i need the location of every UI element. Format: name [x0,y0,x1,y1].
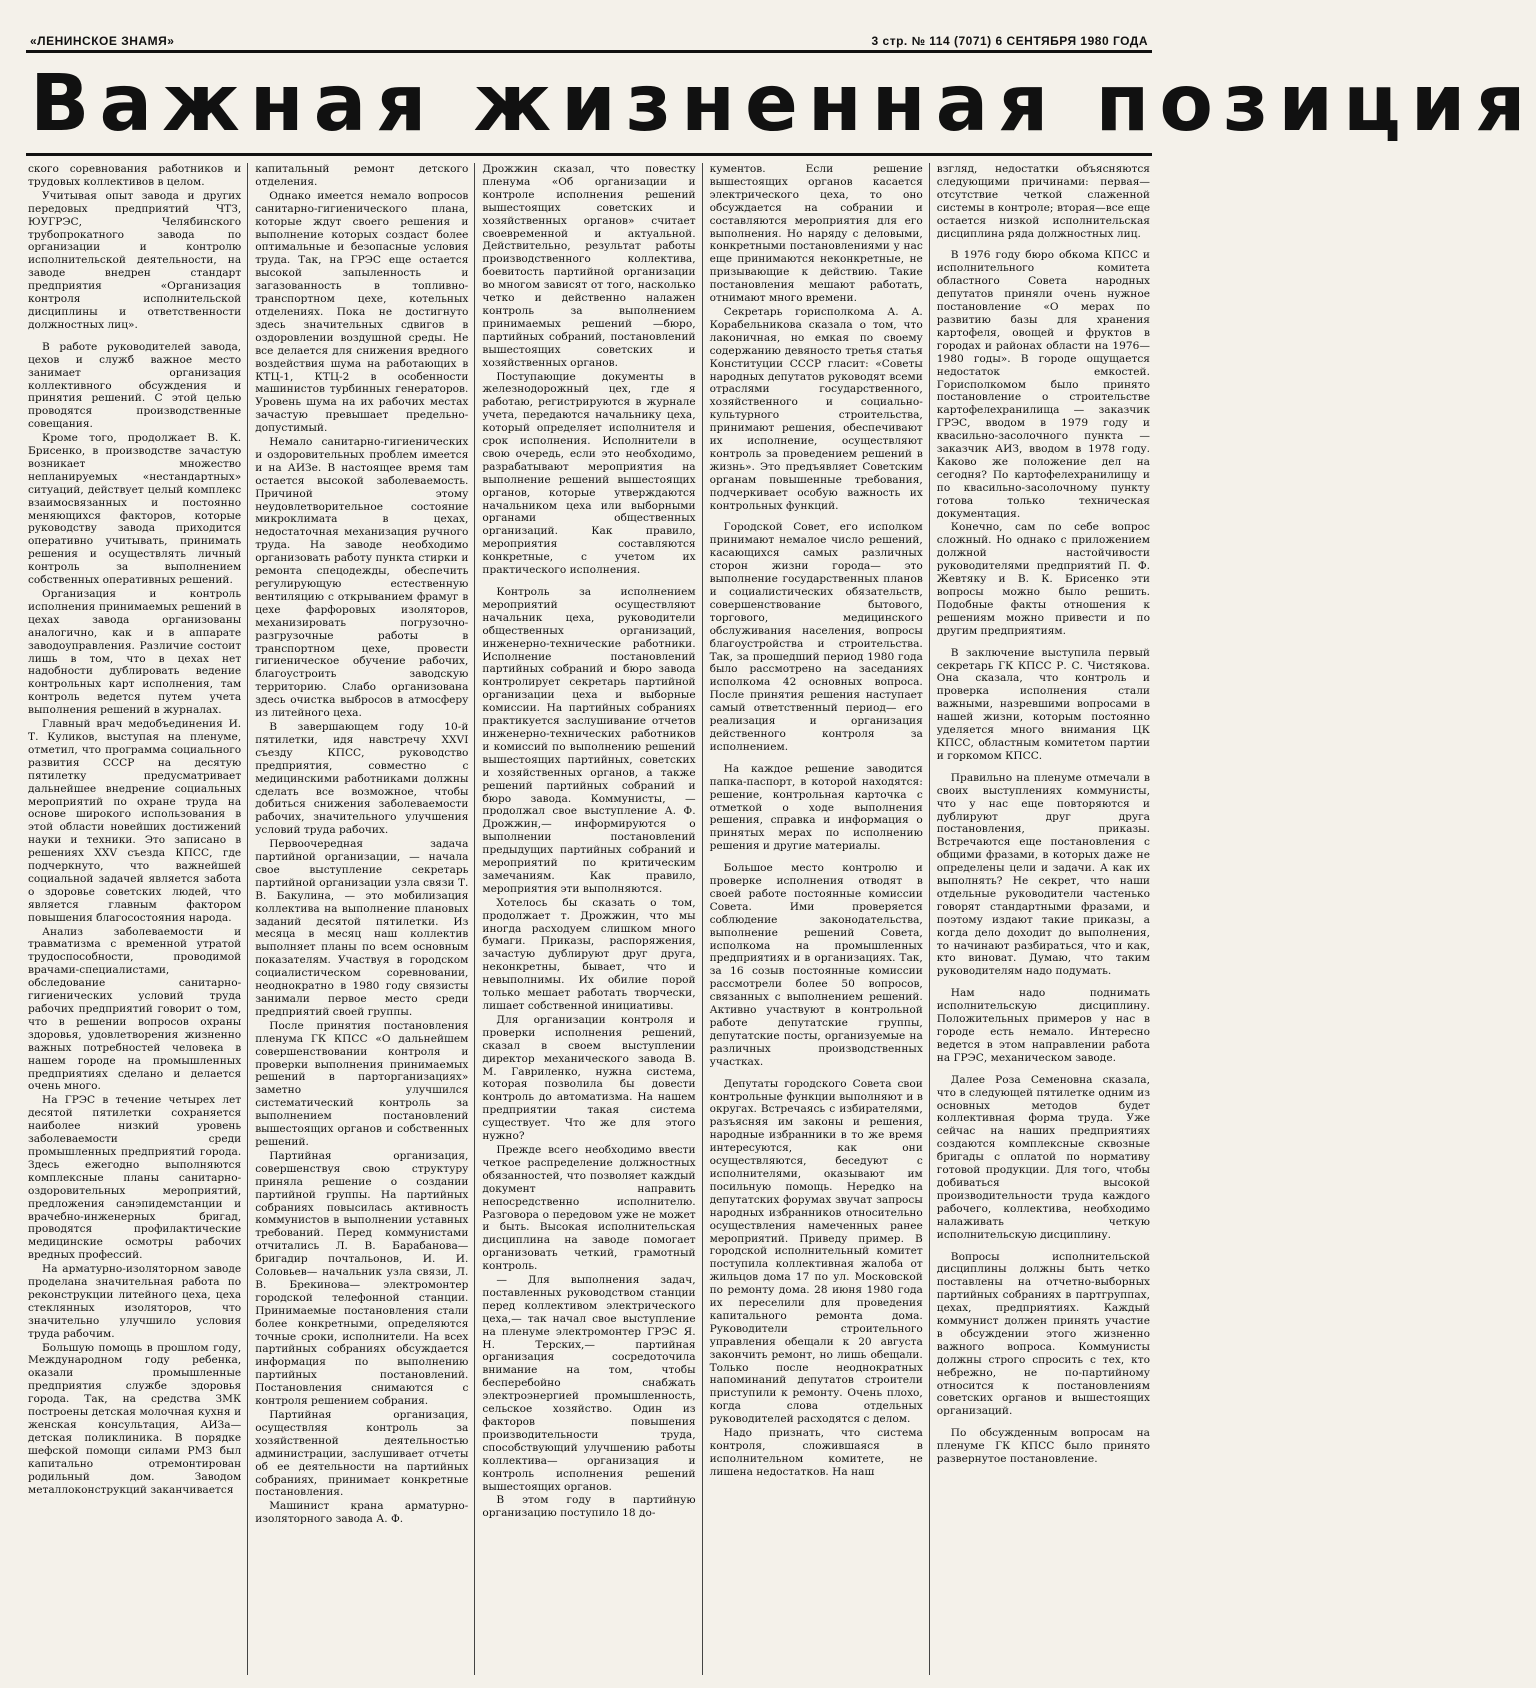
page-header [30,34,1148,48]
text-column-5 [937,163,1150,1675]
paragraph: ского соревнования работников и трудовых коллективов в целом. [28,163,242,188]
paragraph: Поступающие документы в железнодорожный цех, где я работаю, регистрируются в журнале учета, передаются начальнику цеха, который определяет исполнителя и срок исполнения. Исполнители в свою очередь, если это необходимо, разрабатывают мероприятия на выполнение решений вышестоящих органов, которые утверждаются начальником цеха или выборными органами общественных организаций. Как правило, мероприятия составляются конкретные, с учетом их практического исполнения. [482,370,696,577]
paragraph: Большую помощь в прошлом году, Международном году ребенка, оказали промышленные предприятия службе здоровья города. Так, на средства ЗМК построены детская молочная кухня и женская консультация, АИЗа—детская поликлиника. В порядке шефской помощи силами РМЗ был капитально отремонтирован родильный дом. Заводом металлоконструкций заканчивается [28,1341,242,1496]
paragraph: Учитывая опыт завода и других передовых предприятий ЧТЗ, ЮУГРЭС, Челябинского трубопрокатного завода по организации и контролю исполнительской деятельности, на заводе внедрен стандарт предприятия «Организация контроля исполнительской дисциплины и ответственности должностных лиц». [28,189,242,331]
paragraph: Большое место контролю и проверке исполнения отводят в своей работе постоянные комиссии Совета. Ими проверяется соблюдение законодательства, выполнение решений Совета, исполкома на промышленных предприятиях и в организациях. Так, за 16 созыв постоянные комиссии рассмотрели более 50 вопросов, связанных с выполнением решений. Активно участвуют в контрольной работе депутатские группы, депутатские посты, организуемые на различных производственных участках. [709,862,923,1068]
paragraph: В работе руководителей завода, цехов и служб важное место занимает организация коллективного обсуждения и принятия решений. С этой целью проводятся производственные совещания. [28,340,242,431]
paragraph: Далее Роза Семеновна сказала, что в следующей пятилетке одним из основных методов будет коллективная форма труда. Уже сейчас на наших предприятиях создаются комплексные сквозные бригады с оплатой по нормативу готовой продукции. Для того, чтобы добиваться высокой производительности труда каждого рабочего, коллектива, необходимо налаживать четкую исполнительскую дисциплину. [936,1073,1150,1241]
text-column-4 [710,163,923,1675]
paragraph: взгляд, недостатки объясняются следующими причинами: первая— отсутствие четкой слаженной системы в контроле; вторая—все еще остается низкой исполнительская дисциплина ряда должностных лиц. [936,163,1150,240]
paragraph: Депутаты городского Совета свои контрольные функции выполняют и в округах. Встречаясь с избирателями, разъясняя им законы и решения, народные избранники в то же время интересуются, как они осуществляются, беседуют с исполнителями, оказывают им посильную помощь. Нередко на депутатских форумах звучат запросы народных избранников относительно осуществления намеченных ранее мероприятий. Приведу пример. В городской исполнительный комитет поступила коллективная жалоба от жильцов дома 17 по ул. Московской по ремонту дома. 28 июня 1980 года их переселили для проведения капитального ремонта дома. Руководители строительного управления обещали к 20 августа закончить ремонт, но лишь обещали. Только после неоднократных напоминаний депутатов строители приступили к ремонту. Очень плохо, когда слова отдельных руководителей расходятся с делом. [709,1077,923,1426]
newspaper-name: «ЛЕНИНСКОЕ ЗНАМЯ» [30,34,175,48]
paragraph: Надо признать, что система контроля, сложившаяся в исполнительном комитете, не лишена недостатков. На наш [709,1427,923,1478]
text-column-3 [482,163,695,1675]
header-divider [26,50,1152,53]
paragraph: Организация и контроль исполнения принимаемых решений в цехах завода организованы аналогично, как и в аппарате заводоуправления. Различие состоит лишь в том, что в цехах нет надобности дублировать ведение контрольных карт исполнения, там контроль ведется путем учета выполнения решений в журналах. [28,588,242,717]
paragraph: Контроль за исполнением мероприятий осуществляют начальник цеха, руководители общественных организаций, инженерно-технические работники. Исполнение постановлений партийных собраний и бюро завода контролирует секретарь партийной организации цеха и выборные комиссии. На партийных собраниях практикуется заслушивание отчетов инженерно-технических работников и комиссий по выполнению решений вышестоящих партийных, советских и хозяйственных органов, а также решений партийных собраний и бюро завода. Коммунисты, — продолжал свое выступление А. Ф. Дрожжин,— информируются о выполнении постановлений предыдущих партийных собраний и мероприятий по критическим замечаниям. Как правило, мероприятия эти выполняются. [482,586,696,895]
paragraph: Первоочередная задача партийной организации, — начала свое выступление секретарь партийной организации узла связи Т. В. Бакулина, — это мобилизация коллектива на выполнение плановых заданий десятой пятилетки. Из месяца в месяц наш коллектив выполняет планы по всем основным показателям. Участвуя в городском социалистическом соревновании, неоднократно в 1980 году связисты занимали первое место среди предприятий своей группы. [255,838,469,1018]
paragraph: Нам надо поднимать исполнительскую дисциплину. Положительных примеров у нас в городе есть немало. Интересно ведется в этом направлении работа на ГРЭС, механическом заводе. [936,987,1150,1064]
paragraph: В 1976 году бюро обкома КПСС и исполнительного комитета областного Совета народных депутатов приняли очень нужное постановление «О мерах по развитию базы для хранения картофеля, овощей и фруктов в городах и районах области на 1976—1980 годы». В городе ощущается недостаток емкостей. Горисполкомом было принято постановление о строительстве картофелехранилища — заказчик ГРЭС, вводом в 1979 году и квасильно-засолочного пункта — заказчик АИЗ, вводом в 1978 году. Каково же положение дел на сегодня? По картофелехранилищу и по квасильно-засолочному пункту готова только техническая документация. [936,249,1150,520]
paragraph: Главный врач медобъединения И. Т. Куликов, выступая на пленуме, отметил, что программа социального развития СССР на десятую пятилетку предусматривает дальнейшее внедрение социальных мероприятий по охране труда на основе широкого использования в этой области новейших достижений науки и техники. Это записано в решениях XXV съезда КПСС, где подчеркнуто, что важнейшей социальной задачей является забота о здоровье советских людей, что является главным фактором повышения благосостояния народа. [28,718,242,924]
text-column-2 [255,163,468,1675]
issue-info: 3 стр. № 114 (7071) 6 СЕНТЯБРЯ 1980 ГОДА [871,34,1148,48]
paragraph: Для организации контроля и проверки исполнения решений, сказал в своем выступлении директор механического завода В. М. Гавриленко, нужна система, которая позволила бы довести контроль до автоматизма. На нашем предприятии такая система существует. Что же для этого нужно? [482,1013,696,1143]
paragraph: Хотелось бы сказать о том, продолжает т. Дрожжин, что мы иногда расходуем слишком много бумаги. Приказы, распоряжения, зачастую дублируют друг друга, неконкретны, бывает, что и невыполнимы. Их обилие порой только мешает работать творчески, лишает собственной инициативы. [482,896,696,1012]
paragraph: капитальный ремонт детского отделения. [255,163,469,188]
paragraph: Однако имеется немало вопросов санитарно-гигиенического плана, которые ждут своего решения и выполнение которых создаст более оптимальные и безопасные условия труда. Так, на ГРЭС еще остается высокой запыленность и загазованность в топливно-транспортном цехе, котельных отделениях. Пока не достигнуто здесь значительных сдвигов в оздоровлении воздушной среды. Не все делается для снижения вредного воздействия шума на работающих в КТЦ-1, КТЦ-2 в особенности машинистов турбинных генераторов. Уровень шума на их рабочих местах зачастую превышает предельно-допустимый. [255,189,469,435]
paragraph: Конечно, сам по себе вопрос сложный. Но однако с приложением должной настойчивости руководителями предприятий П. Ф. Жевтяку и В. К. Брисенко эти вопросы можно было решить. Подобные факты отношения к решениям можно привести и по другим предприятиям. [936,521,1150,637]
paragraph: В заключение выступила первый секретарь ГК КПСС Р. С. Чистякова. Она сказала, что контроль и проверка исполнения стали важными, назревшими вопросами в нашей жизни, которым постоянно уделяется много внимания ЦК КПСС, областным комитетом партии и горкомом КПСС. [936,646,1150,762]
paragraph: Кроме того, продолжает В. К. Брисенко, в производстве зачастую возникает множество непланируемых «нестандартных» ситуаций, действует целый комплекс взаимосвязанных и постоянно меняющихся факторов, которые руководству завода приходится оперативно учитывать, принимать решения и осуществлять личный контроль за выполнением собственных оперативных решений. [28,432,242,587]
article-body [28,163,1150,1675]
paragraph: На ГРЭС в течение четырех лет десятой пятилетки сохраняется наиболее низкий уровень заболеваемости среди промышленных предприятий города. Здесь ежегодно выполняются комплексные планы санитарно-оздоровительных мероприятий, предложения санэпидемстанции и врачебно-инженерных бригад, проводятся профилактические медицинские осмотры рабочих вредных профессий. [28,1094,242,1262]
paragraph: Прежде всего необходимо ввести четкое распределение должностных обязанностей, что позволяет каждый документ направить непосредственно исполнителю. Разговора о передовом уже не может и быть. Высокая исполнительская дисциплина на заводе помогает организовать четкий, грамотный контроль. [482,1143,696,1273]
paragraph: Городской Совет, его исполком принимают немалое число решений, касающихся самых различных сторон жизни города— это выполнение государственных планов и социалистических обязательств, совершенствование бытового, торгового, медицинского обслуживания населения, вопросы благоустройства и строительства. Так, за прошедший период 1980 года было рассмотрено на заседаниях исполкома 42 основных вопроса. После принятия решения наступает самый ответственный период— его реализация и организация действенного контроля за исполнением. [709,521,923,753]
paragraph: На арматурно-изоляторном заводе проделана значительная работа по реконструкции литейного цеха, цеха стеклянных изоляторов, что значительно улучшило условия труда рабочим. [28,1263,242,1340]
paragraph: По обсужденным вопросам на пленуме ГК КПСС было принято развернутое постановление. [936,1427,1150,1466]
paragraph: Дрожжин сказал, что повестку пленума «Об организации и контроле исполнения решений вышестоящих советских и хозяйственных органов» считает своевременной и актуальной. Действительно, результат работы производственного коллектива, боевитость партийной организации во многом зависят от того, насколько четко и действенно налажен контроль за выполнением принимаемых решений —бюро, партийных собраний, постановлений вышестоящих советских и хозяйственных органов. [482,163,696,369]
paragraph: Правильно на пленуме отмечали в своих выступлениях коммунисты, что у нас еще повторяются и дублируют друг друга постановления, приказы. Встречаются еще постановления с общими фразами, в которых даже не определены цели и задачи. А как их выполнять? Не секрет, что наши отдельные руководители частенько говорят стандартными фразами, и поэтому издают такие приказы, а когда дело доходит до выполнения, то начинают разбираться, что и как, кто виноват. Думаю, что таким руководителям надо подумать. [936,771,1150,978]
paragraph: В завершающем году 10-й пятилетки, идя навстречу XXVI съезду КПСС, руководство предприятия, совместно с медицинскими работниками должны сделать все возможное, чтобы добиться снижения заболеваемости рабочих, значительного улучшения условий труда рабочих. [255,720,469,837]
paragraph: Машинист крана арматурно-изоляторного завода А. Ф. [255,1500,469,1526]
paragraph: После принятия постановления пленума ГК КПСС «О дальнейшем совершенствовании контроля и проверки выполнения принимаемых решений в парторганизациях» заметно улучшился систематический контроль за выполнением постановлений вышестоящих органов и собственных решений. [255,1019,469,1148]
article-headline: Важная жизненная позиция [30,59,1536,149]
headline-divider [26,153,1152,156]
paragraph: Партийная организация, осуществляя контроль за хозяйственной деятельностью администрации, заслушивает отчеты об ее деятельности на партийных собраниях, принимает конкретные постановления. [255,1409,469,1499]
paragraph: На каждое решение заводится папка-паспорт, в которой находятся: решение, контрольная карточка с отметкой о ходе выполнения решения, справка и информация о принятых мерах по исполнению решения и другие материалы. [709,762,923,853]
paragraph: Партийная организация, совершенствуя свою структуру приняла решение о создании партийной группы. На партийных собраниях повысилась активность коммунистов в выполнении уставных требований. Перед коммунистами отчитались Л. В. Барабанова— бригадир почтальонов, И. И. Соловьев— начальник узла связи, Л. В. Брекинова— электромонтер городской телефонной станции. Принимаемые постановления стали более конкретными, определяются точные сроки, исполнители. На всех партийных собраниях обсуждается информация по выполнению партийных постановлений. Постановления снимаются с контроля решением собрания. [255,1149,469,1408]
paragraph: Анализ заболеваемости и травматизма с временной утратой трудоспособности, проводимой врачами-специалистами, обследование санитарно-гигиенических условий труда рабочих предприятий говорит о том, что в решении вопросов охраны здоровья, удовлетворения жизненно важных потребностей человека в нашем городе на промышленных предприятиях сделано и делается очень много. [28,925,242,1093]
paragraph: — Для выполнения задач, поставленных руководством станции перед коллективом электрического цеха,— так начал свое выступление на пленуме электромонтер ГРЭС Я. Н. Терских,— партийная организация сосредоточила внимание на том, чтобы бесперебойно снабжать электроэнергией промышленность, сельское хозяйство. Один из факторов повышения производительности труда, способствующий улучшению работы коллектива— организация и контроль исполнения решений вышестоящих органов. [482,1274,696,1493]
paragraph: кументов. Если решение вышестоящих органов касается электрического цеха, то оно обсуждается на собрании и составляются мероприятия для его выполнения. Но наряду с деловыми, конкретными постановлениями у нас еще принимаются неконкретные, не призывающие к действию. Такие постановления мешают работать, отнимают много времени. [709,163,923,305]
paragraph: Секретарь горисполкома А. А. Корабельникова сказала о том, что лаконичная, но емкая по своему содержанию девяносто третья статья Конституции СССР гласит: «Советы народных депутатов руководят всеми отраслями государственного, хозяйственного и социально-культурного строительства, принимают решения, обеспечивают их исполнение, осуществляют контроль за проведением решений в жизнь». Это предъявляет Советским органам повышенные требования, подчеркивает особую важность их контрольных функций. [709,305,923,512]
paragraph: В этом году в партийную организацию поступило 18 до- [482,1494,696,1520]
paragraph: Вопросы исполнительской дисциплины должны быть четко поставлены на отчетно-выборных партийных собраниях в партгруппах, цехах, предприятиях. Каждый коммунист должен принять участие в обсуждении этого жизненно важного вопроса. Коммунисты должны строго спросить с тех, кто небрежно, не по-партийному относится к постановлениям советских органов и вышестоящих организаций. [936,1250,1150,1418]
text-column-1 [28,163,241,1675]
paragraph: Немало санитарно-гигиенических и оздоровительных проблем имеется и на АИЗе. В настоящее время там остается высокой заболеваемость. Причиной этому неудовлетворительное состояние микроклимата в цехах, недостаточная механизация ручного труда. На заводе необходимо организовать работу пункта стирки и ремонта спецодежды, обеспечить регулирующую естественную вентиляцию с открыванием фрамуг в цехе фарфоровых изоляторов, механизировать погрузочно-разгрузочные работы в транспортном цехе, провести гигиеническое обучение рабочих, благоустроить заводскую территорию. Слабо организована здесь очистка выбросов в атмосферу из литейного цеха. [255,436,469,720]
